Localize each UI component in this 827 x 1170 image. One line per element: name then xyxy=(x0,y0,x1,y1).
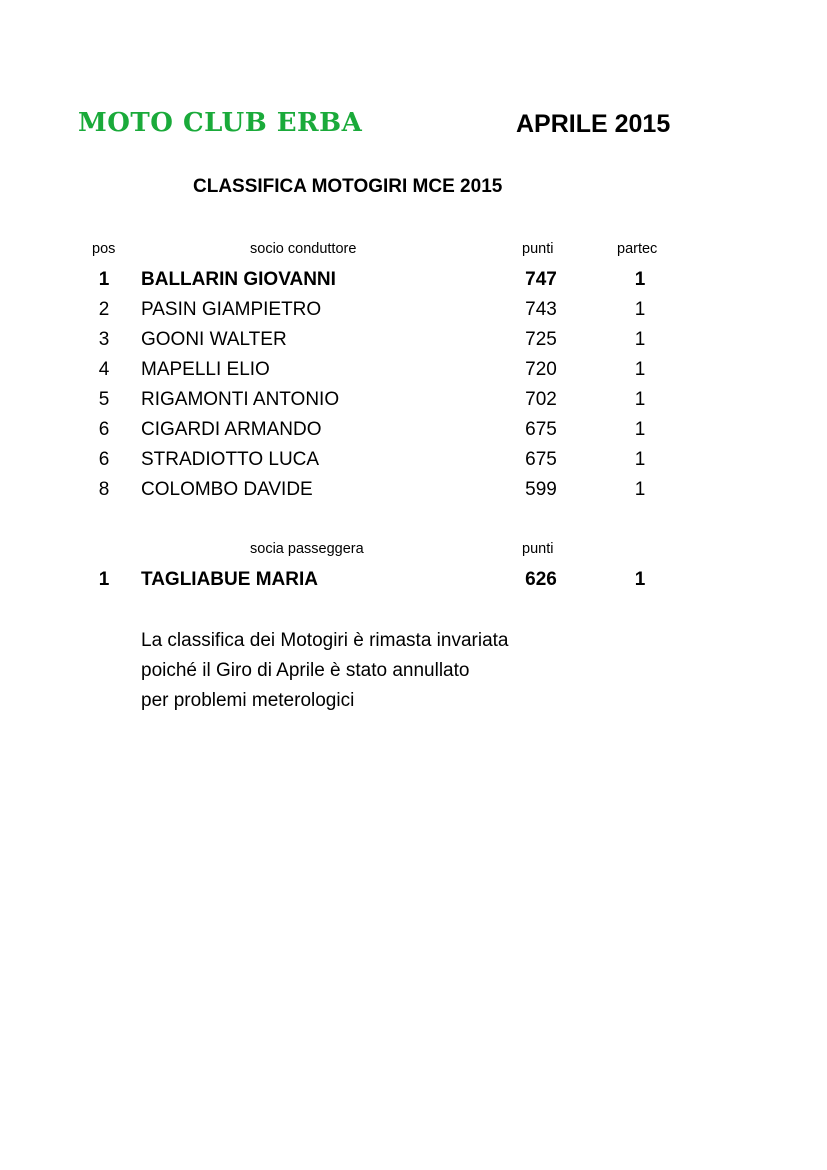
row-points: 626 xyxy=(525,569,557,590)
header-driver: socio conduttore xyxy=(250,241,357,257)
row-participations: 1 xyxy=(634,389,646,410)
row-participations: 1 xyxy=(634,359,646,380)
header-participations: partec xyxy=(617,241,658,257)
row-name: PASIN GIAMPIETRO xyxy=(141,299,322,320)
table-row xyxy=(0,299,827,329)
note-line: per problemi meterologici xyxy=(141,690,355,711)
row-name: MAPELLI ELIO xyxy=(141,359,270,380)
header-pos: pos xyxy=(92,241,116,257)
table-row xyxy=(0,359,827,389)
page-title: CLASSIFICA MOTOGIRI MCE 2015 xyxy=(193,176,503,197)
row-name: COLOMBO DAVIDE xyxy=(141,479,313,500)
row-participations: 1 xyxy=(634,329,646,350)
header-points: punti xyxy=(522,241,554,257)
club-name: MOTO CLUB ERBA xyxy=(78,108,363,138)
row-points: 599 xyxy=(525,479,557,500)
note-text xyxy=(141,626,601,716)
table-row xyxy=(0,389,827,419)
row-pos: 6 xyxy=(98,449,110,470)
row-pos: 3 xyxy=(98,329,110,350)
row-points: 702 xyxy=(525,389,557,410)
table-row xyxy=(0,569,827,599)
row-name: STRADIOTTO LUCA xyxy=(141,449,320,470)
report-month: APRILE 2015 xyxy=(516,110,671,138)
row-points: 725 xyxy=(525,329,557,350)
header-passenger-points: punti xyxy=(522,541,554,557)
row-points: 720 xyxy=(525,359,557,380)
table-row xyxy=(0,419,827,449)
table-row xyxy=(0,479,827,509)
note-line: poiché il Giro di Aprile è stato annullato xyxy=(141,660,470,681)
row-points: 675 xyxy=(525,419,557,440)
row-pos: 6 xyxy=(98,419,110,440)
row-pos: 1 xyxy=(98,569,110,590)
row-participations: 1 xyxy=(634,479,646,500)
row-name: GOONI WALTER xyxy=(141,329,287,350)
row-name: RIGAMONTI ANTONIO xyxy=(141,389,340,410)
row-participations: 1 xyxy=(634,419,646,440)
row-pos: 2 xyxy=(98,299,110,320)
row-points: 747 xyxy=(525,269,557,290)
row-pos: 5 xyxy=(98,389,110,410)
row-pos: 4 xyxy=(98,359,110,380)
row-name: CIGARDI ARMANDO xyxy=(141,419,322,440)
row-points: 743 xyxy=(525,299,557,320)
row-pos: 1 xyxy=(98,269,110,290)
row-participations: 1 xyxy=(634,269,646,290)
note-line: La classifica dei Motogiri è rimasta invariata xyxy=(141,630,509,651)
row-participations: 1 xyxy=(634,449,646,470)
table-row xyxy=(0,269,827,299)
row-name: TAGLIABUE MARIA xyxy=(141,569,318,590)
table-row xyxy=(0,329,827,359)
row-participations: 1 xyxy=(634,299,646,320)
row-pos: 8 xyxy=(98,479,110,500)
row-points: 675 xyxy=(525,449,557,470)
row-participations: 1 xyxy=(634,569,646,590)
header-passenger: socia passeggera xyxy=(250,541,364,557)
table-row xyxy=(0,449,827,479)
row-name: BALLARIN GIOVANNI xyxy=(141,269,336,290)
